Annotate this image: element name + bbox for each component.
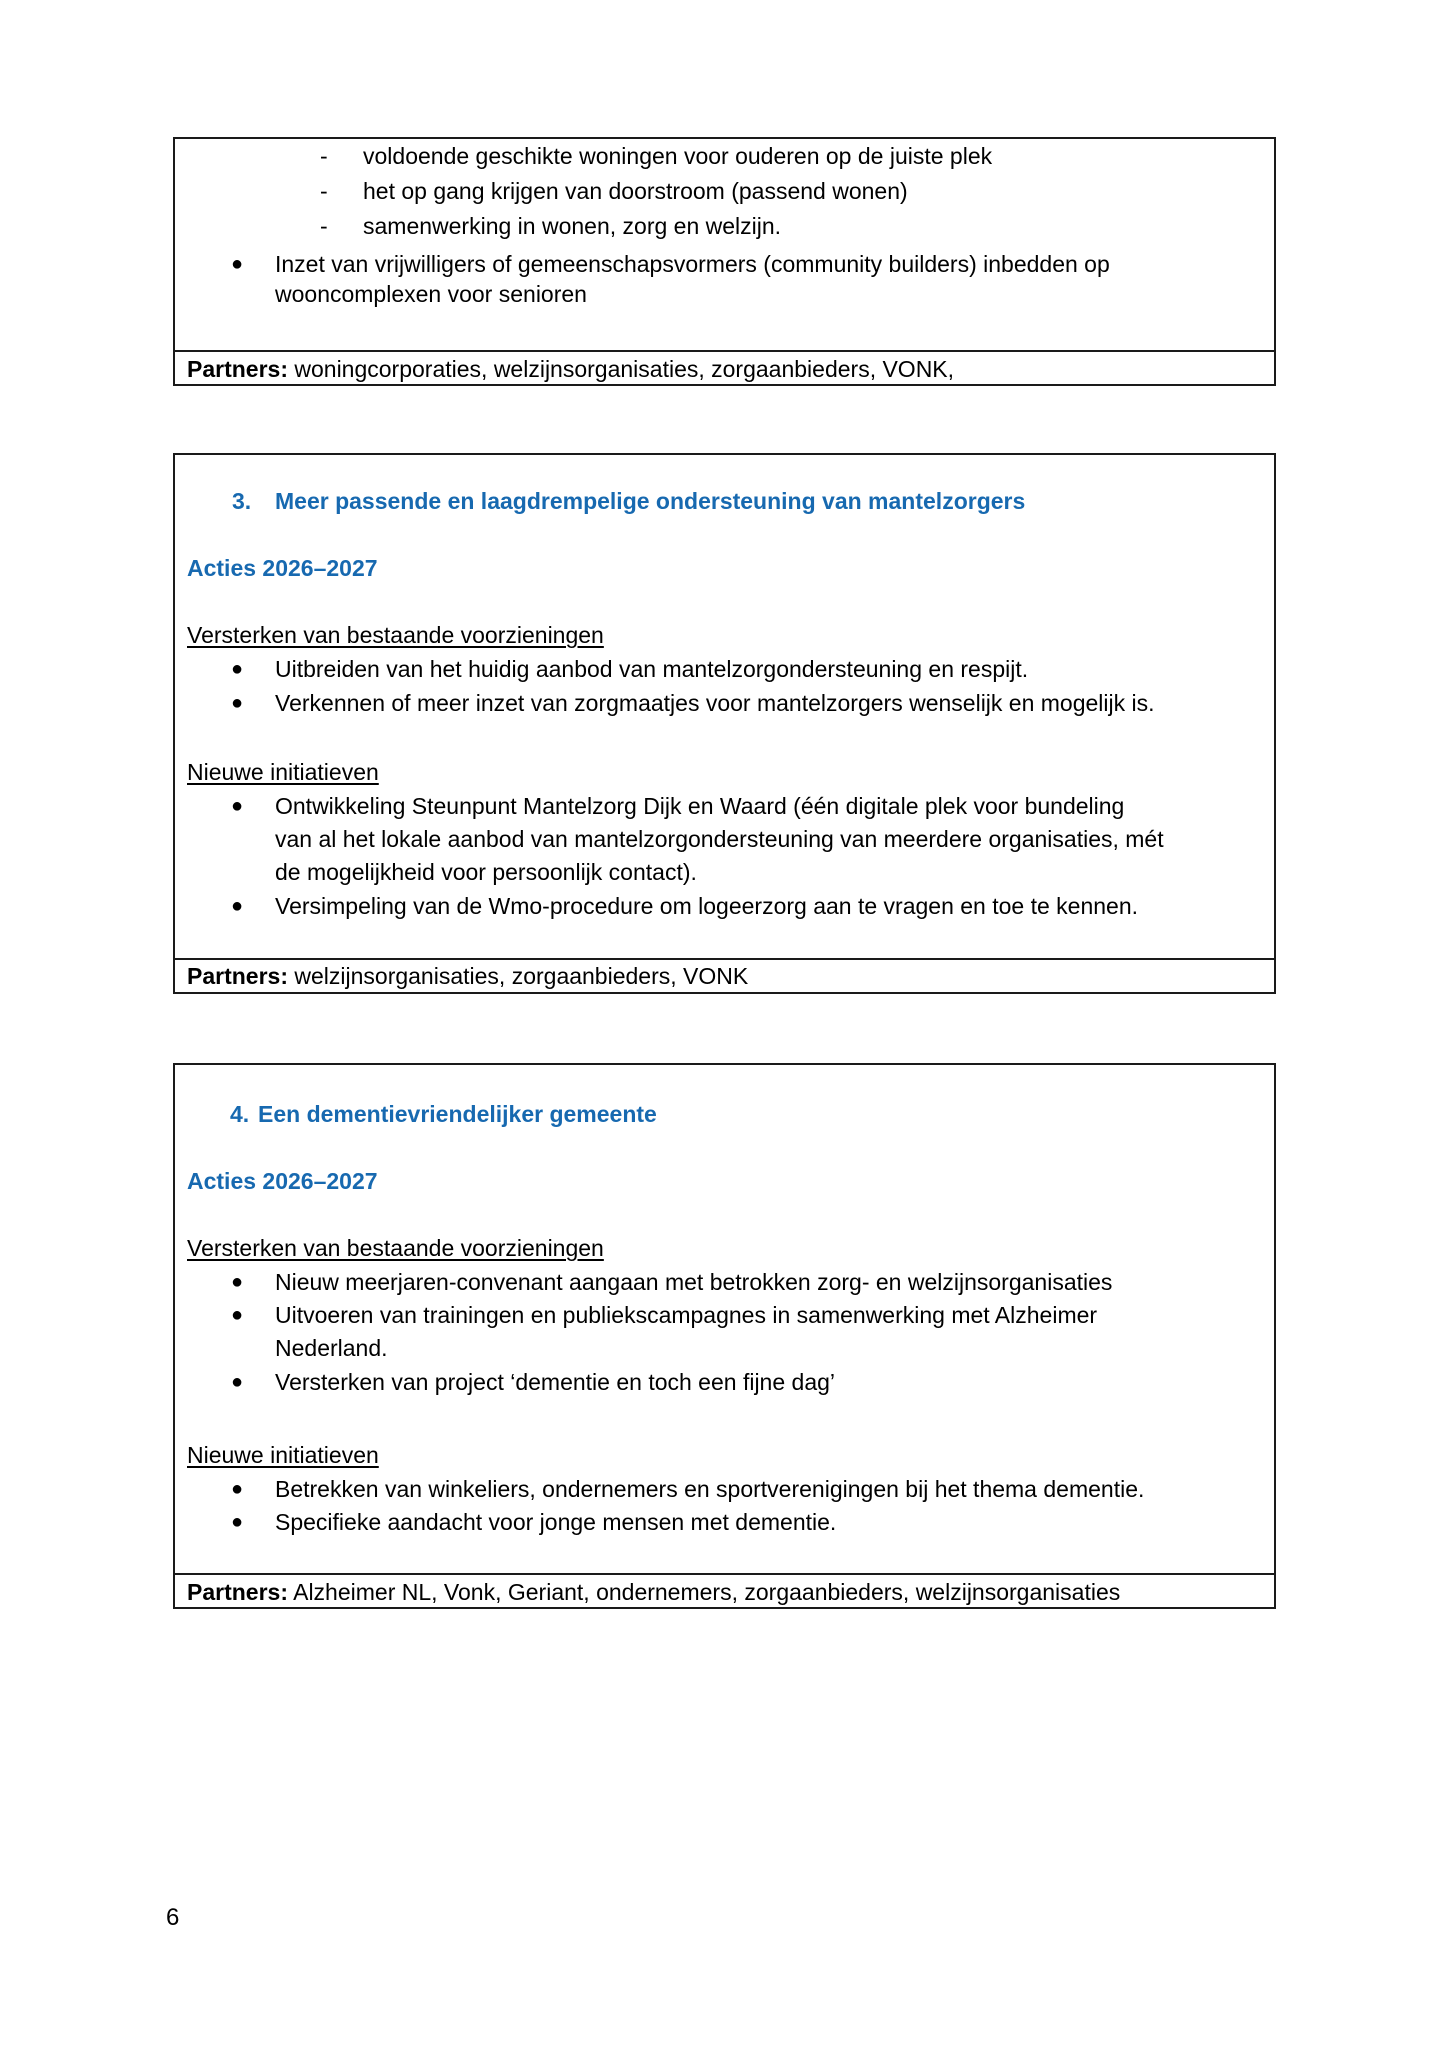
partners-label: Partners: bbox=[187, 356, 288, 382]
new-heading: Nieuwe initiatieven bbox=[187, 1442, 379, 1468]
bullet-icon: ● bbox=[231, 795, 244, 817]
list-item-line: Ontwikkeling Steunpunt Mantelzorg Dijk en Waard (één digitale plek voor bundeling bbox=[275, 793, 1125, 819]
list-item-line: Inzet van vrijwilligers of gemeenschapsvormers (community builders) inbedden op bbox=[275, 251, 1110, 277]
list-item-line: Versterken van project ‘dementie en toch een fijne dag’ bbox=[275, 1369, 836, 1395]
sub-item: samenwerking in wonen, zorg en welzijn. bbox=[363, 213, 782, 239]
section-number: 3. bbox=[232, 488, 252, 514]
bullet-icon: ● bbox=[231, 1271, 244, 1293]
section-title: Meer passende en laagdrempelige ondersteuning van mantelzorgers bbox=[275, 488, 1026, 514]
partners-label: Partners: bbox=[187, 1579, 288, 1605]
section-number: 4. bbox=[230, 1101, 250, 1127]
bullet-icon: ● bbox=[231, 1304, 244, 1326]
section-title: Een dementievriendelijker gemeente bbox=[258, 1101, 657, 1127]
partners-text: woningcorporaties, welzijnsorganisaties, zorgaanbieders, VONK, bbox=[287, 356, 955, 382]
partners-divider bbox=[175, 350, 1274, 352]
bullet-icon: ● bbox=[231, 1478, 244, 1500]
partners-text: welzijnsorganisaties, zorgaanbieders, VONK bbox=[287, 963, 749, 989]
section-3-box bbox=[173, 453, 1276, 994]
bullet-icon: ● bbox=[231, 658, 244, 680]
page-number: 6 bbox=[166, 1904, 180, 1931]
dash-marker: - bbox=[320, 178, 328, 204]
sub-item: het op gang krijgen van doorstroom (passend wonen) bbox=[363, 178, 908, 204]
bullet-icon: ● bbox=[231, 692, 244, 714]
partners-divider bbox=[175, 1573, 1274, 1575]
list-item: Specifieke aandacht voor jonge mensen met dementie. bbox=[275, 1509, 837, 1535]
list-item-line: wooncomplexen voor senioren bbox=[275, 281, 587, 307]
section-continuation-box bbox=[173, 137, 1276, 386]
list-item-line: van al het lokale aanbod van mantelzorgondersteuning van meerdere organisaties, mét bbox=[275, 826, 1164, 852]
partners-line bbox=[187, 1577, 1120, 1607]
bullet-icon: ● bbox=[231, 895, 244, 917]
dash-marker: - bbox=[320, 213, 328, 239]
partners-text: Alzheimer NL, Vonk, Geriant, ondernemers, zorgaanbieders, welzijnsorganisaties bbox=[287, 1579, 1121, 1605]
existing-heading: Versterken van bestaande voorzieningen bbox=[187, 622, 604, 648]
dash-marker: - bbox=[320, 143, 328, 169]
actions-heading: Acties 2026–2027 bbox=[187, 1168, 378, 1194]
list-item-line: Nieuw meerjaren-convenant aangaan met betrokken zorg- en welzijnsorganisaties bbox=[275, 1269, 1113, 1295]
bullet-icon: ● bbox=[231, 1371, 244, 1393]
partners-line bbox=[187, 961, 748, 991]
partners-label: Partners: bbox=[187, 963, 288, 989]
sub-item: voldoende geschikte woningen voor ouderen op de juiste plek bbox=[363, 143, 993, 169]
actions-heading: Acties 2026–2027 bbox=[187, 555, 378, 581]
list-item-line: Versimpeling van de Wmo-procedure om logeerzorg aan te vragen en toe te kennen. bbox=[275, 893, 1139, 919]
partners-line bbox=[187, 354, 954, 384]
bullet-icon: ● bbox=[231, 253, 244, 275]
list-item-line: Uitvoeren van trainingen en publiekscampagnes in samenwerking met Alzheimer bbox=[275, 1302, 1098, 1328]
partners-divider bbox=[175, 958, 1274, 960]
new-heading: Nieuwe initiatieven bbox=[187, 759, 379, 785]
list-item: Betrekken van winkeliers, ondernemers en sportverenigingen bij het thema dementie. bbox=[275, 1476, 1145, 1502]
list-item: Uitbreiden van het huidig aanbod van mantelzorgondersteuning en respijt. bbox=[275, 656, 1029, 682]
existing-heading: Versterken van bestaande voorzieningen bbox=[187, 1235, 604, 1261]
list-item-line: de mogelijkheid voor persoonlijk contact). bbox=[275, 859, 697, 885]
list-item: Verkennen of meer inzet van zorgmaatjes voor mantelzorgers wenselijk en mogelijk is. bbox=[275, 690, 1155, 716]
section-4-box bbox=[173, 1063, 1276, 1609]
list-item-line: Nederland. bbox=[275, 1335, 388, 1361]
bullet-icon: ● bbox=[231, 1511, 244, 1533]
